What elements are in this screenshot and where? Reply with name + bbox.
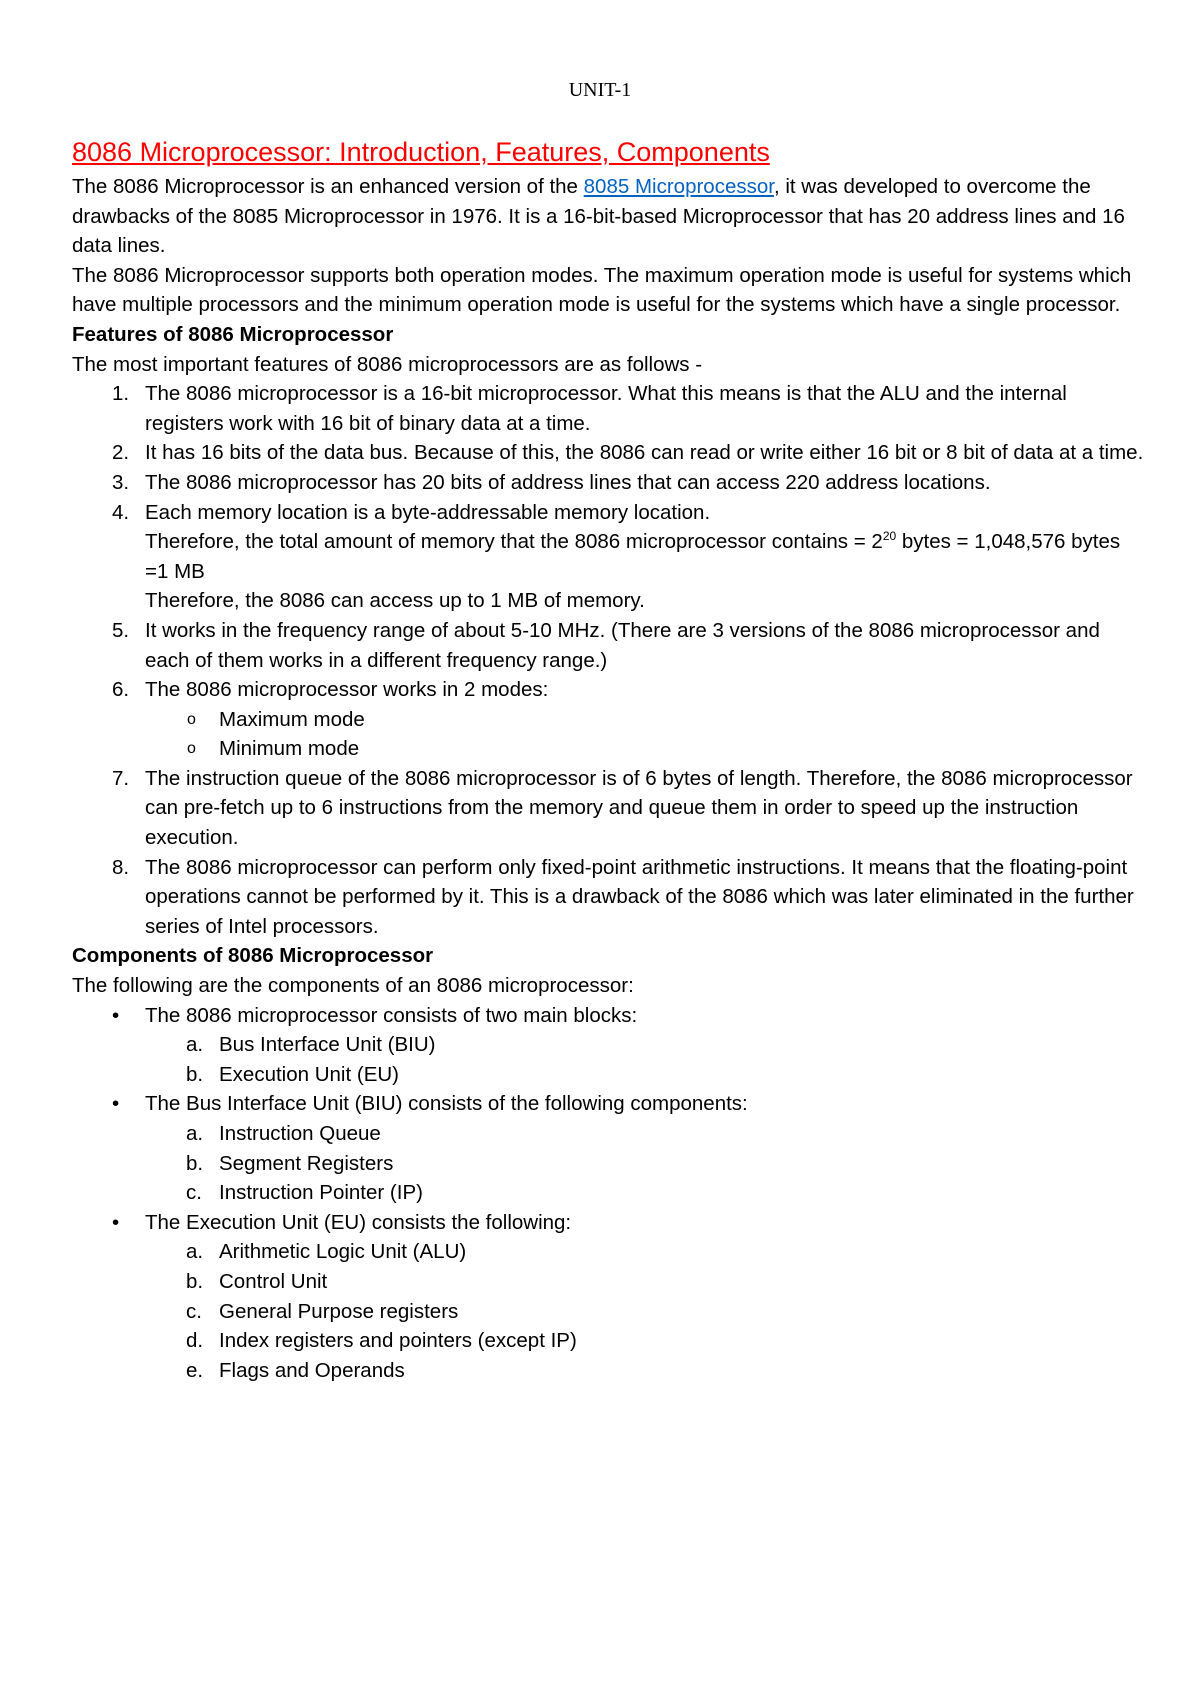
list-item-text: Bus Interface Unit (BIU) [219,1033,436,1057]
list-item [72,1119,1147,1149]
memory-calc-text-end: bytes = 1,048,576 bytes =1 MB [145,530,1121,583]
list-number: 7. [112,766,130,790]
list-item [72,1297,1147,1327]
list-item-text: The Bus Interface Unit (BIU) consists of the following components: [145,1092,748,1116]
components-heading: Components of 8086 Microprocessor [72,944,434,968]
list-item-text: Each memory location is a byte-addressable memory location. [145,500,711,524]
modes-list [72,705,1147,764]
sub-list [145,1030,1147,1089]
letter-marker: b. [186,1269,204,1293]
list-number: 8. [112,855,130,879]
letter-marker: c. [186,1299,202,1323]
features-list [72,379,1147,705]
memory-calc-text: Therefore, the total amount of memory that the 8086 microprocessor contains = 2 [145,530,883,554]
list-item-text: Maximum mode [219,707,365,731]
letter-marker: c. [186,1181,202,1205]
list-item [72,1237,1147,1267]
list-number: 4. [112,500,130,524]
list-number: 3. [112,470,130,494]
list-number: 1. [112,382,130,406]
bullet: • [112,1003,120,1027]
letter-marker: d. [186,1329,204,1353]
list-number: 2. [112,441,130,465]
intro-paragraph-2: The 8086 Microprocessor supports both operation modes. The maximum operation mode is useful for systems which have multiple processors and the minimum operation mode is useful for the systems which have a single processor. [72,263,1132,317]
list-item-text: Index registers and pointers (except IP) [219,1329,577,1353]
list-item-text: The 8086 microprocessor consists of two main blocks: [145,1003,638,1027]
letter-marker: a. [186,1033,204,1057]
list-item [72,1030,1147,1060]
list-item [72,1356,1147,1386]
list-item-text: The 8086 microprocessor works in 2 modes: [145,678,549,702]
sub-list [145,1237,1147,1385]
list-item [72,1089,1147,1207]
list-item-text: It has 16 bits of the data bus. Because of this, the 8086 can read or write either 16 bit or 8 bit of data at a time. [145,441,1144,465]
components-lead: The following are the components of an 8086 microprocessor: [72,974,634,998]
list-item [72,1001,1147,1090]
circle-bullet: o [187,740,196,758]
list-item [72,379,1147,438]
list-item-text: The Execution Unit (EU) consists the following: [145,1210,572,1234]
list-item-text: It works in the frequency range of about 5-10 MHz. (There are 3 versions of the 8086 microprocessor and each of them works in a different frequency range.) [145,618,1100,672]
intro-paragraph-1 [72,172,1147,261]
intro-text: The 8086 Microprocessor is an enhanced version of the [72,175,584,198]
list-item-text: General Purpose registers [219,1299,459,1323]
list-item [72,616,1147,675]
exponent: 20 [882,529,897,544]
document-body [72,172,1147,1385]
letter-marker: a. [186,1122,204,1145]
circle-bullet: o [187,710,196,728]
features-heading: Features of 8086 Microprocessor [72,322,394,346]
list-item [72,438,1147,468]
letter-marker: e. [186,1358,204,1382]
list-item [72,1060,1147,1090]
list-item [72,675,1147,705]
list-item [72,705,1147,735]
letter-marker: a. [186,1240,204,1264]
list-item-text: Execution Unit (EU) [219,1062,400,1086]
list-item-text: Instruction Pointer (IP) [219,1181,423,1205]
list-item-text: The 8086 microprocessor is a 16-bit microprocessor. What this means is that the ALU and the internal registers work with 16 bit of binary data at a time. [145,382,1067,435]
list-item [72,1326,1147,1356]
list-item [72,1267,1147,1297]
list-item-text: Arithmetic Logic Unit (ALU) [219,1240,467,1264]
list-item [72,468,1147,498]
features-list-continued [72,764,1147,942]
document-title: 8086 Microprocessor: Introduction, Features, Components [72,137,770,167]
list-item-text: Flags and Operands [219,1358,405,1382]
list-item [72,853,1147,942]
list-number: 5. [112,618,130,642]
link-8085-microprocessor[interactable]: 8085 Microprocessor [583,175,774,198]
list-item [72,734,1147,764]
bullet: • [112,1092,120,1116]
unit-header: UNIT-1 [568,79,632,101]
list-item [72,498,1147,616]
sub-list [145,1119,1147,1208]
list-item [72,1149,1147,1179]
memory-conclusion: Therefore, the 8086 can access up to 1 MB of memory. [145,589,645,613]
list-item [72,764,1147,853]
list-item-text: Control Unit [219,1269,328,1293]
intro-text-continued: , it was developed to overcome the drawbacks of the 8085 Microprocessor in 1976. It is a 16-bit-based Microprocessor that has 20 address lines and 16 data lines. [72,175,1125,258]
list-item-text: Instruction Queue [219,1122,381,1145]
bullet: • [112,1210,120,1234]
list-number: 6. [112,678,130,702]
list-item-text: The instruction queue of the 8086 microprocessor is of 6 bytes of length. Therefore, the 8086 microprocessor can pre-fetch up to 6 instructions from the memory and queue them in order to speed up the instruction execution. [145,766,1133,850]
letter-marker: b. [186,1151,204,1175]
letter-marker: b. [186,1062,204,1086]
list-item-text: Segment Registers [219,1151,394,1175]
list-item [72,1178,1147,1208]
list-item-text: Minimum mode [219,737,360,761]
features-lead: The most important features of 8086 microprocessors are as follows - [72,352,703,376]
list-item [72,1208,1147,1386]
list-item-text: The 8086 microprocessor has 20 bits of address lines that can access 220 address locations. [145,470,991,494]
list-item-text: The 8086 microprocessor can perform only fixed-point arithmetic instructions. It means that the floating-point operations cannot be performed by it. This is a drawback of the 8086 which was later eliminated in the further series of Intel processors. [145,855,1134,938]
components-list [72,1001,1147,1386]
